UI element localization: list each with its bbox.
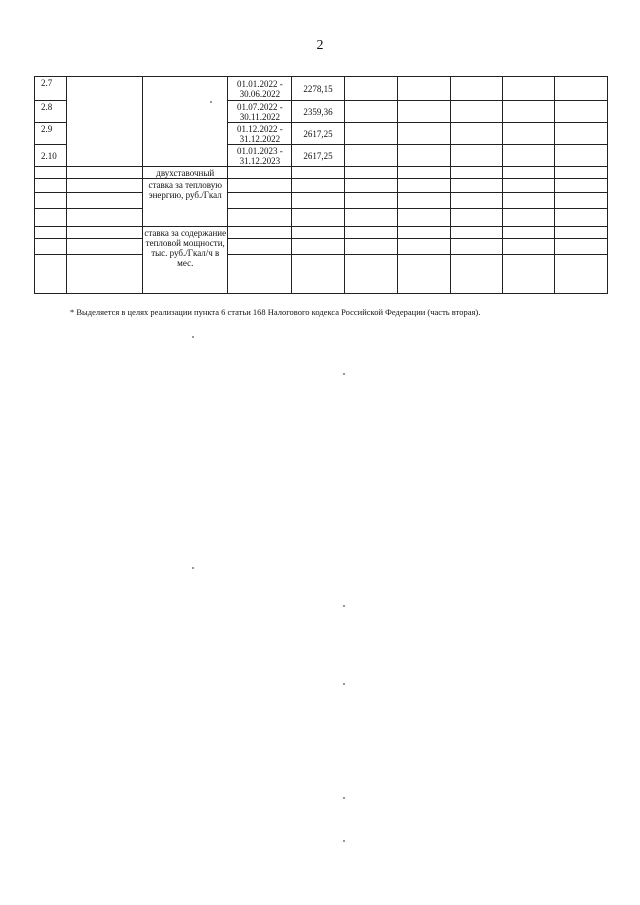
value-cell: 2359,36 bbox=[292, 101, 344, 123]
period-cell: 01.01.2022 - 30.06.2022 bbox=[228, 77, 292, 101]
table-row bbox=[35, 179, 608, 193]
scan-speck bbox=[343, 605, 345, 607]
scan-speck bbox=[192, 567, 194, 569]
row-number: 2.8 bbox=[35, 101, 67, 123]
table-row bbox=[35, 227, 608, 239]
empty-cell bbox=[143, 77, 228, 167]
table-row bbox=[35, 193, 608, 209]
scan-speck bbox=[210, 101, 212, 103]
row-number: 2.10 bbox=[35, 145, 67, 167]
scan-speck bbox=[343, 840, 345, 842]
empty-cell bbox=[67, 77, 143, 167]
period-cell: 01.07.2022 - 30.11.2022 bbox=[228, 101, 292, 123]
tariff-table bbox=[34, 76, 608, 294]
two-rate-label: двухставочный bbox=[143, 167, 228, 179]
table-row bbox=[35, 209, 608, 227]
value-cell: 2617,25 bbox=[292, 145, 344, 167]
footnote: * Выделяется в целях реализации пункта 6 статьи 168 Налогового кодекса Российской Федерации (часть вторая). bbox=[70, 307, 481, 317]
scan-speck bbox=[343, 797, 345, 799]
value-cell: 2278,15 bbox=[292, 77, 344, 101]
table-row bbox=[35, 167, 608, 179]
scan-speck bbox=[343, 373, 345, 375]
table-row bbox=[35, 239, 608, 255]
table-row bbox=[35, 77, 608, 101]
period-cell: 01.12.2022 - 31.12.2022 bbox=[228, 123, 292, 145]
value-cell: 2617,25 bbox=[292, 123, 344, 145]
row-number: 2.7 bbox=[35, 77, 67, 101]
period-cell: 01.01.2023 - 31.12.2023 bbox=[228, 145, 292, 167]
scan-speck bbox=[343, 683, 345, 685]
capacity-rate-label: ставка за содержание тепловой мощности, тыс. руб./Гкал/ч в мес. bbox=[143, 227, 228, 294]
page-number: 2 bbox=[316, 38, 324, 53]
table-row bbox=[35, 255, 608, 294]
scan-speck bbox=[192, 336, 194, 338]
row-number: 2.9 bbox=[35, 123, 67, 145]
energy-rate-label: ставка за тепловую энергию, руб./Гкал bbox=[143, 179, 228, 227]
